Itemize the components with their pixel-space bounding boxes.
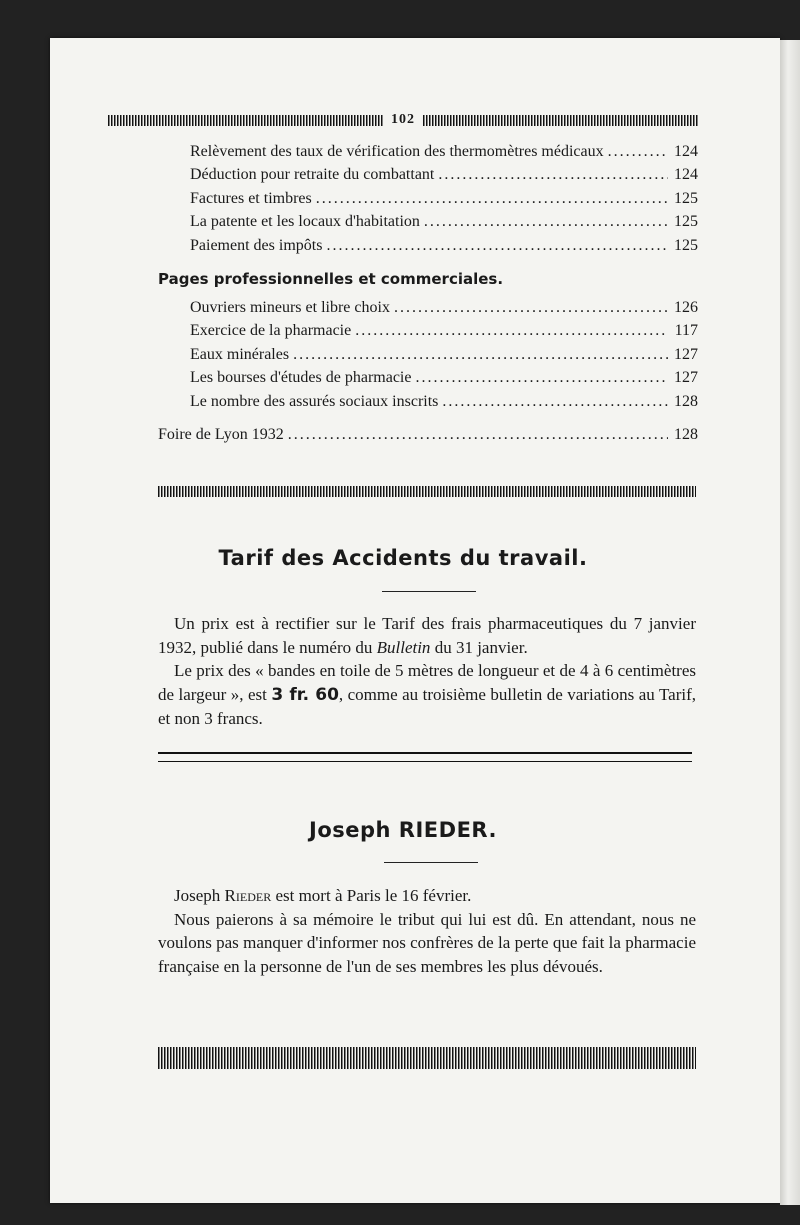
toc-entry: Les bourses d'études de pharmacie ..... 127 xyxy=(108,366,698,389)
ornament-bar xyxy=(158,486,696,497)
article-body xyxy=(158,612,696,731)
toc-entry: Exercice de la pharmacie ..... 117 xyxy=(108,319,698,342)
next-page-edge xyxy=(780,40,800,1205)
header-ornament-left xyxy=(108,115,383,126)
toc-entry: Paiement des impôts ..... 125 xyxy=(108,234,698,257)
title-rule xyxy=(382,591,476,592)
paragraph: Nous paierons à sa mémoire le tribut qui lui est dû. En attendant, nous ne voulons pas manquer d'informer nos confrères de la perte que fait la pharmacie française en la personne de l'un de ses membres les plus dévoués. xyxy=(158,909,696,976)
toc-entry: Factures et timbres ..... 125 xyxy=(108,187,698,210)
toc-entry: Relèvement des taux de vérification des thermomètres médicaux ..... 124 xyxy=(108,140,698,163)
toc-section-title: Pages professionnelles et commerciales. xyxy=(158,269,504,288)
paragraph: Un prix est à rectifier sur le Tarif des frais pharmaceutiques du 7 janvier 1932, publié dans le numéro du Bulletin du 31 janvier. xyxy=(158,614,696,657)
header-ornament-right xyxy=(423,115,698,126)
page-number: 102 xyxy=(391,112,415,127)
article-title: Tarif des Accidents du travail. xyxy=(218,546,588,570)
toc-entry: La patente et les locaux d'habitation ..... 125 xyxy=(108,210,698,233)
article-body xyxy=(158,884,696,978)
page-header xyxy=(108,113,698,127)
paragraph: Le prix des « bandes en toile de 5 mètres de longueur et de 4 à 6 centimètres de largeur », est 3 fr. 60, comme au troisième bulletin de variations au Tarif, et non 3 francs. xyxy=(158,661,696,728)
article-title: Joseph RIEDER. xyxy=(309,818,497,842)
table-of-contents xyxy=(108,140,698,446)
paragraph: Joseph Rieder est mort à Paris le 16 février. xyxy=(174,886,472,905)
toc-entry: Ouvriers mineurs et libre choix ..... 126 xyxy=(108,296,698,319)
toc-entry: Eaux minérales ..... 127 xyxy=(108,343,698,366)
title-rule xyxy=(384,862,478,863)
toc-entry: Le nombre des assurés sociaux inscrits ..... 128 xyxy=(108,390,698,413)
ornament-bar xyxy=(158,1047,696,1069)
toc-entry: Foire de Lyon 1932 ..... 128 xyxy=(108,423,698,446)
toc-entry: Déduction pour retraite du combattant ..... 124 xyxy=(108,163,698,186)
double-rule xyxy=(158,752,692,762)
